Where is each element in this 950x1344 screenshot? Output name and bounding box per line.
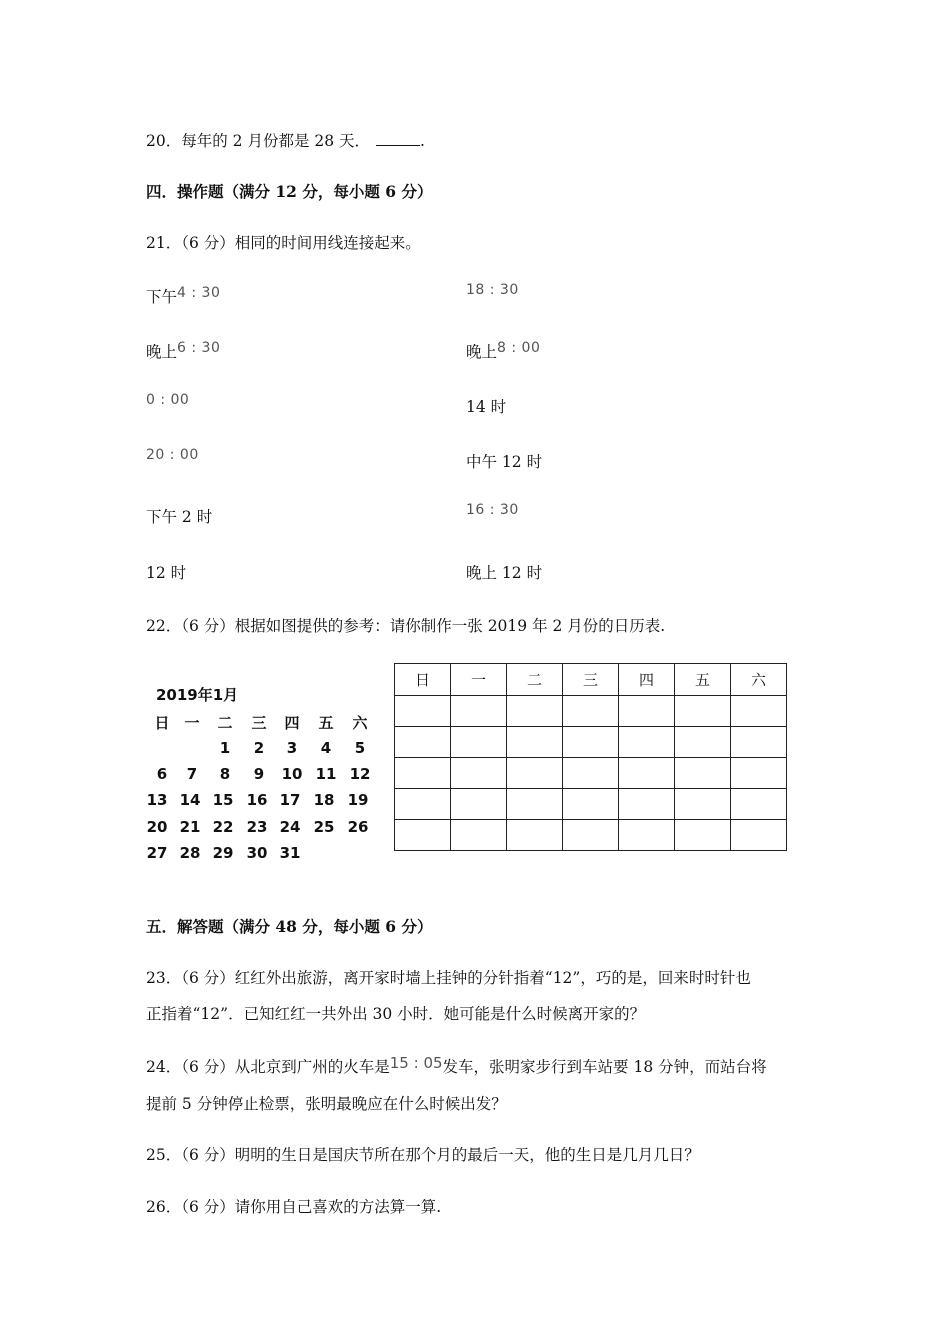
question-24-line-1: 24．（6 分）从北京到广州的火车是15 : 05发车，张明家步行到车站要 18 分钟，而站台将 [146, 1054, 767, 1076]
question-23-line-1: 23．（6 分）红红外出旅游，离开家时墙上挂钟的分针指着“12”，巧的是，回来时时针也 [146, 969, 751, 987]
departure-time: 15 : 05 [389, 1054, 443, 1072]
question-21: 21．（6 分）相同的时间用线连接起来。 [146, 234, 421, 252]
right-item-5: 16 : 30 [466, 502, 519, 518]
section-4-heading: 四．操作题（满分 12 分，每小题 6 分） [146, 182, 433, 201]
calendar-week-3: 13 14 15 16 17 18 19 [146, 791, 369, 809]
grid-row [395, 820, 787, 851]
right-item-4: 中午 12 时 [466, 453, 543, 471]
blank-calendar-grid [394, 663, 787, 851]
right-item-3: 14 时 [466, 398, 507, 416]
question-22: 22．（6 分）根据如图提供的参考：请你制作一张 2019 年 2 月份的日历表. [146, 617, 666, 635]
left-item-5: 下午 2 时 [146, 508, 213, 526]
right-item-6: 晚上 12 时 [466, 564, 543, 582]
left-item-3: 0 : 00 [146, 392, 190, 408]
calendar-week-2: 6 7 8 9 10 11 12 [156, 765, 371, 783]
question-23-line-2: 正指着“12”．已知红红一共外出 30 小时．她可能是什么时候离开家的？ [146, 1005, 646, 1023]
question-25: 25．（6 分）明明的生日是国庆节所在那个月的最后一天，他的生日是几月几日？ [146, 1146, 700, 1164]
grid-row [395, 727, 787, 758]
section-5-heading: 五．解答题（满分 48 分，每小题 6 分） [146, 917, 433, 936]
question-20-text: 20．每年的 2 月份都是 28 天． [146, 132, 371, 150]
question-20: 20．每年的 2 月份都是 28 天． . [146, 132, 425, 150]
right-item-2: 晚上8 : 00 [466, 340, 541, 361]
left-item-1: 下午4 : 30 [146, 285, 221, 306]
grid-row [395, 789, 787, 820]
grid-row [395, 758, 787, 789]
calendar-week-5: 27 28 29 30 31 [146, 844, 301, 862]
question-26: 26．（6 分）请你用自己喜欢的方法算一算. [146, 1198, 442, 1216]
left-item-4: 20 : 00 [146, 447, 199, 463]
calendar-week-4: 20 21 22 23 24 25 26 [146, 818, 369, 836]
grid-row [395, 696, 787, 727]
left-item-2: 晚上6 : 30 [146, 340, 221, 361]
calendar-title: 2019年1月 [156, 686, 239, 704]
answer-blank[interactable] [376, 133, 420, 146]
calendar-week-1: 1 2 3 4 5 [219, 739, 366, 757]
right-item-1: 18 : 30 [466, 282, 519, 298]
calendar-weekday-row: 日 一 二 三 四 五 六 [154, 714, 368, 732]
grid-header-row: 日 一 二 三 四 五 六 [395, 664, 787, 696]
question-24-line-2: 提前 5 分钟停止检票，张明最晚应在什么时候出发？ [146, 1095, 507, 1113]
left-item-6: 12 时 [146, 564, 187, 582]
